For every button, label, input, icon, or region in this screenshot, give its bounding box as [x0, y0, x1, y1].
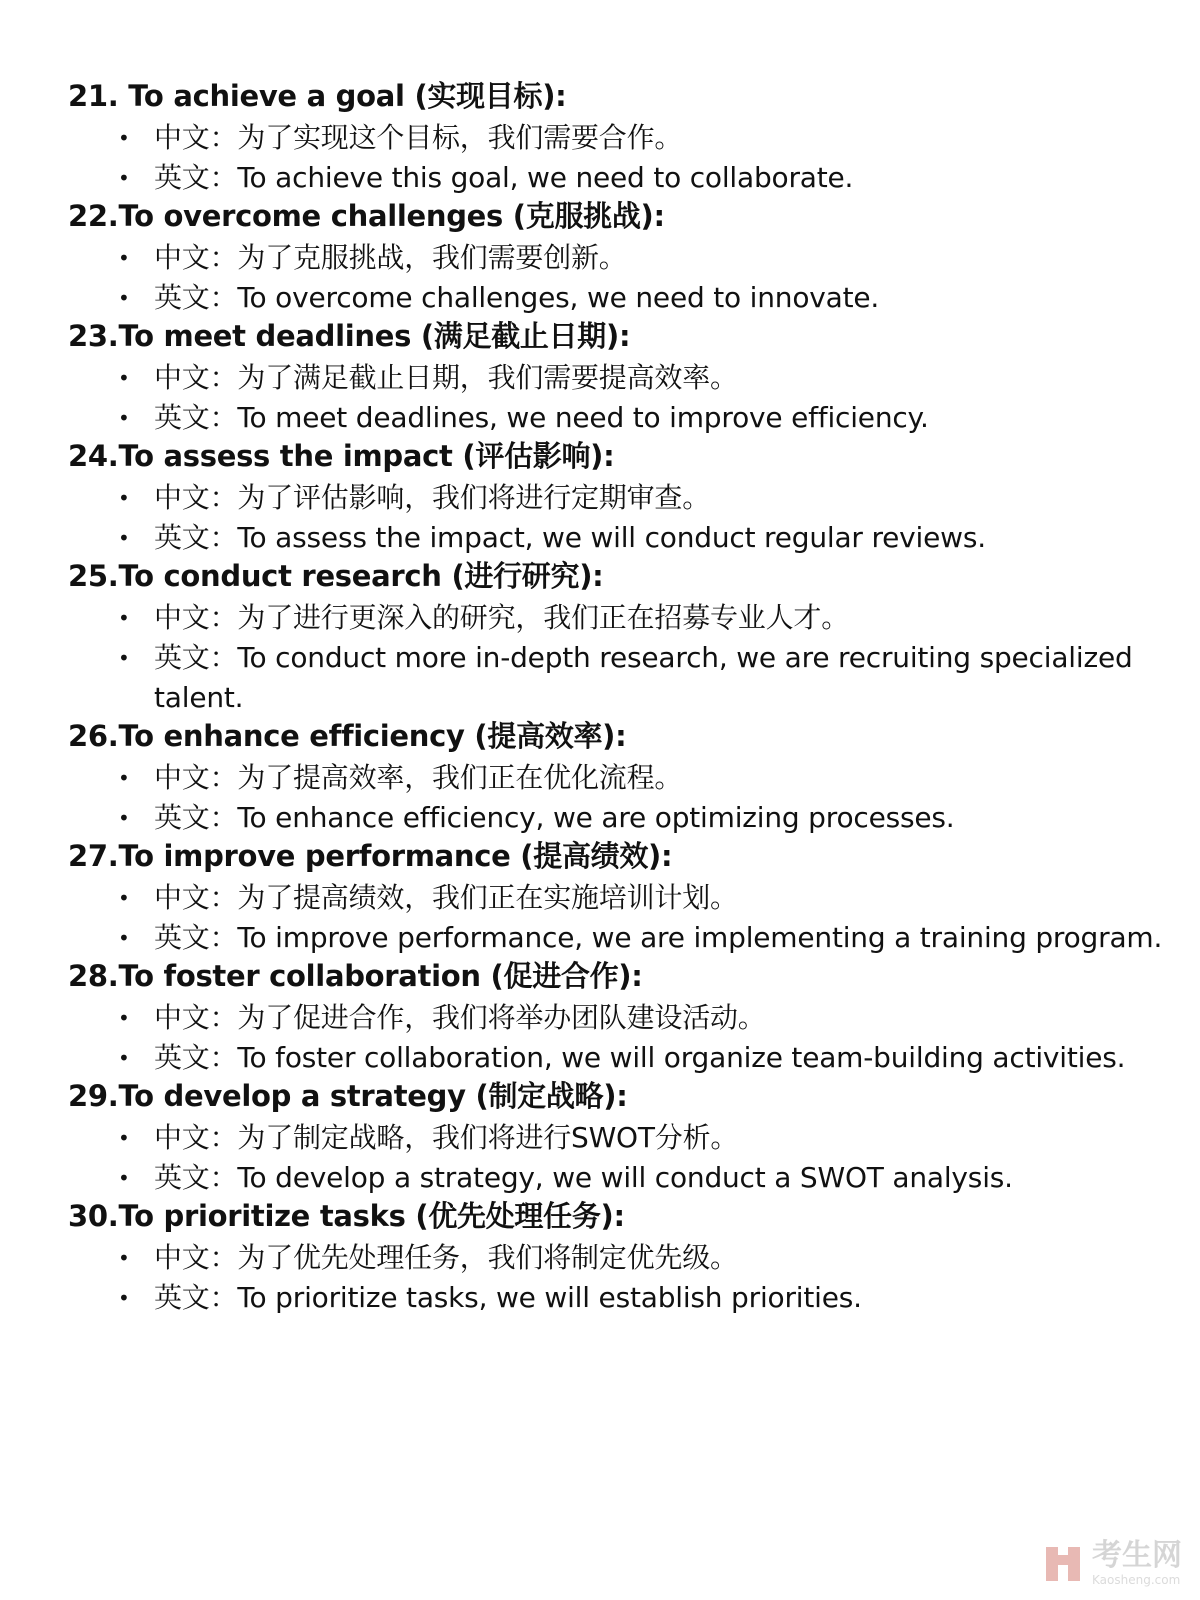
entry-heading: 21. To achieve a goal (实现目标): [68, 79, 567, 113]
entry-26 [68, 718, 1168, 838]
english-example: • 英文：To enhance efficiency, we are optimizing processes. [68, 798, 1168, 838]
entry-25 [68, 558, 1168, 718]
bullet-icon: • [118, 1046, 130, 1070]
english-example: • 英文：To meet deadlines, we need to improve efficiency. [68, 398, 1168, 438]
entry-21 [68, 78, 1168, 198]
chinese-example: • 中文：为了优先处理任务，我们将制定优先级。 [68, 1238, 1168, 1278]
bullet-icon: • [118, 806, 130, 830]
chinese-example: • 中文：为了促进合作，我们将举办团队建设活动。 [68, 998, 1168, 1038]
watermark-text-en: Kaosheng.com [1092, 1573, 1181, 1587]
entry-29 [68, 1078, 1168, 1198]
entry-28 [68, 958, 1168, 1078]
english-example: • 英文：To achieve this goal, we need to collaborate. [68, 158, 1168, 198]
entry-heading: 28.To foster collaboration (促进合作): [68, 959, 643, 993]
entry-30 [68, 1198, 1168, 1318]
bullet-icon: • [118, 926, 130, 950]
english-example: • 英文：To prioritize tasks, we will establish priorities. [68, 1278, 1168, 1318]
entry-heading: 26.To enhance efficiency (提高效率): [68, 719, 627, 753]
english-example: • 英文：To develop a strategy, we will conduct a SWOT analysis. [68, 1158, 1168, 1198]
entry-22 [68, 198, 1168, 318]
bullet-icon: • [118, 766, 130, 790]
english-example: • 英文：To assess the impact, we will conduct regular reviews. [68, 518, 1168, 558]
chinese-example: • 中文：为了进行更深入的研究，我们正在招募专业人才。 [68, 598, 1168, 638]
watermark-text-cn: 考生网 [1092, 1538, 1182, 1573]
chinese-example: • 中文：为了实现这个目标，我们需要合作。 [68, 118, 1168, 158]
chinese-example: • 中文：为了提高效率，我们正在优化流程。 [68, 758, 1168, 798]
watermark-logo-icon [1042, 1543, 1084, 1585]
entry-heading: 29.To develop a strategy (制定战略): [68, 1079, 628, 1113]
bullet-icon: • [118, 526, 130, 550]
bullet-icon: • [118, 1126, 130, 1150]
document-body [68, 78, 1168, 1318]
bullet-icon: • [118, 606, 130, 630]
chinese-example: • 中文：为了提高绩效，我们正在实施培训计划。 [68, 878, 1168, 918]
entry-heading: 22.To overcome challenges (克服挑战): [68, 199, 665, 233]
bullet-icon: • [118, 1286, 130, 1310]
bullet-icon: • [118, 1166, 130, 1190]
bullet-icon: • [118, 246, 130, 270]
entry-heading: 25.To conduct research (进行研究): [68, 559, 604, 593]
entry-heading: 27.To improve performance (提高绩效): [68, 839, 673, 873]
bullet-icon: • [118, 126, 130, 150]
chinese-example: • 中文：为了评估影响，我们将进行定期审查。 [68, 478, 1168, 518]
english-example: • 英文：To foster collaboration, we will organize team-building activities. [68, 1038, 1168, 1078]
english-example: • 英文：To improve performance, we are implementing a training program. [68, 918, 1168, 958]
entry-heading: 24.To assess the impact (评估影响): [68, 439, 615, 473]
english-example: • 英文：To conduct more in-depth research, we are recruiting specialized talent. [68, 638, 1168, 718]
chinese-example: • 中文：为了制定战略，我们将进行SWOT分析。 [68, 1118, 1168, 1158]
bullet-icon: • [118, 486, 130, 510]
chinese-example: • 中文：为了满足截止日期，我们需要提高效率。 [68, 358, 1168, 398]
entry-heading: 30.To prioritize tasks (优先处理任务): [68, 1199, 625, 1233]
entry-24 [68, 438, 1168, 558]
bullet-icon: • [118, 1006, 130, 1030]
bullet-icon: • [118, 1246, 130, 1270]
bullet-icon: • [118, 646, 130, 670]
english-example: • 英文：To overcome challenges, we need to innovate. [68, 278, 1168, 318]
entry-23 [68, 318, 1168, 438]
bullet-icon: • [118, 286, 130, 310]
watermark [1042, 1538, 1182, 1587]
bullet-icon: • [118, 406, 130, 430]
chinese-example: • 中文：为了克服挑战，我们需要创新。 [68, 238, 1168, 278]
entry-heading: 23.To meet deadlines (满足截止日期): [68, 319, 631, 353]
bullet-icon: • [118, 366, 130, 390]
bullet-icon: • [118, 166, 130, 190]
entry-27 [68, 838, 1168, 958]
bullet-icon: • [118, 886, 130, 910]
